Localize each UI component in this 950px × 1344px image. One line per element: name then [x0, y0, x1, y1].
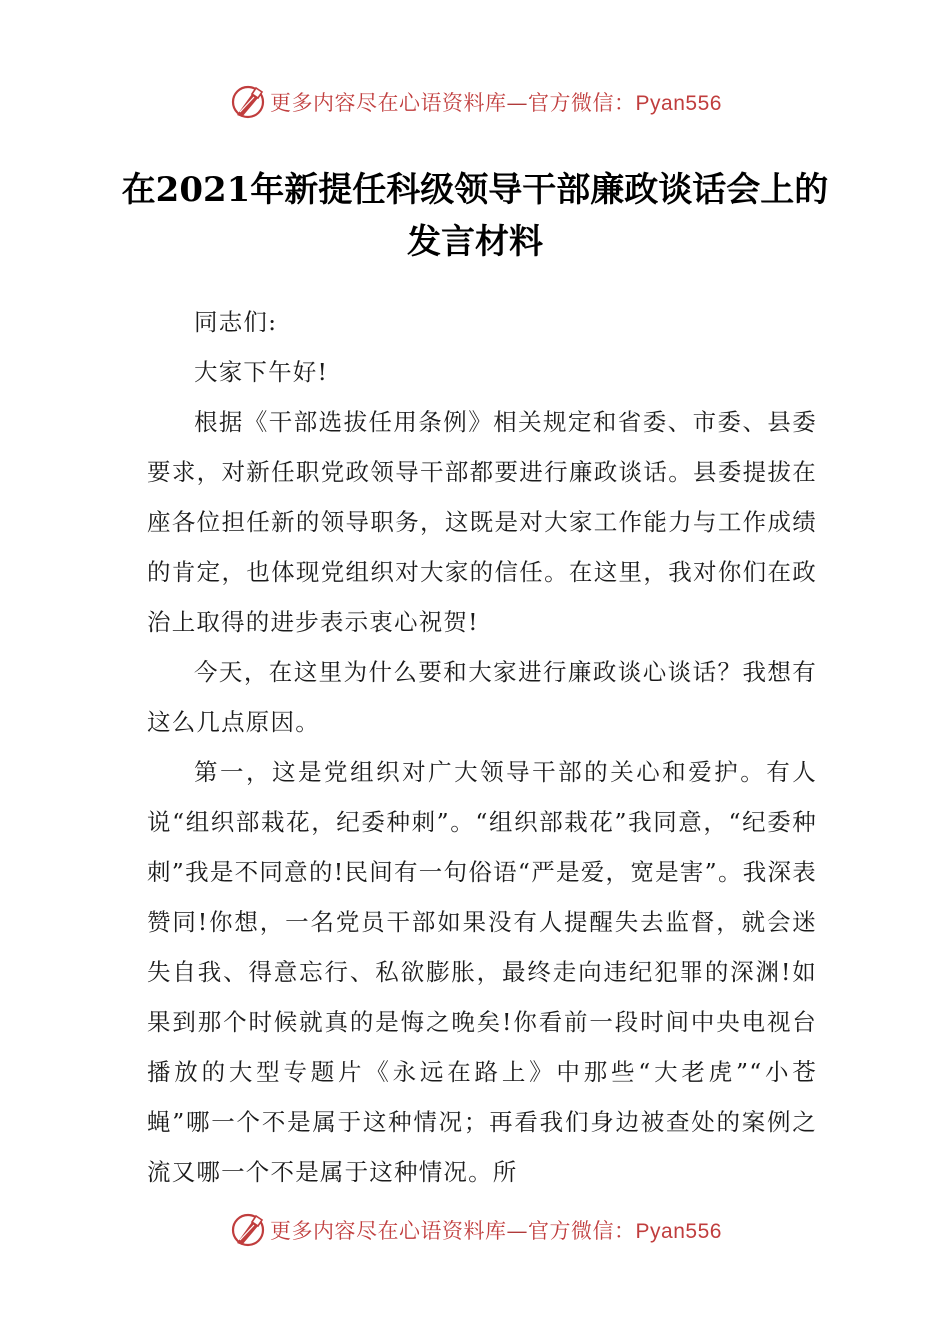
- document-body: [147, 297, 817, 1197]
- watermark-text: 更多内容尽在心语资料库—官方微信：Pyan556: [270, 91, 722, 115]
- pen-nib-logo-icon: [228, 82, 268, 122]
- watermark-banner-bottom: [0, 1208, 950, 1252]
- pen-nib-logo-icon: [228, 1210, 268, 1250]
- paragraph-intro: 根据《干部选拔任用条例》相关规定和省委、市委、县委要求，对新任职党政领导干部都要进行廉政谈话。县委提拔在座各位担任新的领导职务，这既是对大家工作能力与工作成绩的肯定，也体现党组织对大家的信任。在这里，我对你们在政治上取得的进步表示衷心祝贺!: [147, 408, 817, 636]
- watermark-banner-top: [0, 80, 950, 124]
- paragraph-question: 今天，在这里为什么要和大家进行廉政谈心谈话？我想有这么几点原因。: [147, 658, 817, 736]
- document-title: 在2021年新提任科级领导干部廉政谈话会上的发言材料: [121, 170, 829, 262]
- paragraph-salutation: 同志们:: [194, 308, 278, 336]
- watermark-text: 更多内容尽在心语资料库—官方微信：Pyan556: [270, 1219, 722, 1243]
- paragraph-point-one: 第一，这是党组织对广大领导干部的关心和爱护。有人说“组织部栽花，纪委种刺”。“组织部栽花”我同意，“纪委种刺”我是不同意的!民间有一句俗语“严是爱，宽是害”。我深表赞同!你想，一名党员干部如果没有人提醒失去监督，就会迷失自我、得意忘行、私欲膨胀，最终走向违纪犯罪的深渊!如果到那个时候就真的是悔之晚矣!你看前一段时间中央电视台播放的大型专题片《永远在路上》中那些“大老虎”“小苍蝇”哪一个不是属于这种情况；再看我们身边被查处的案例之流又哪一个不是属于这种情况。所: [147, 758, 817, 1186]
- paragraph-greeting: 大家下午好!: [194, 358, 329, 386]
